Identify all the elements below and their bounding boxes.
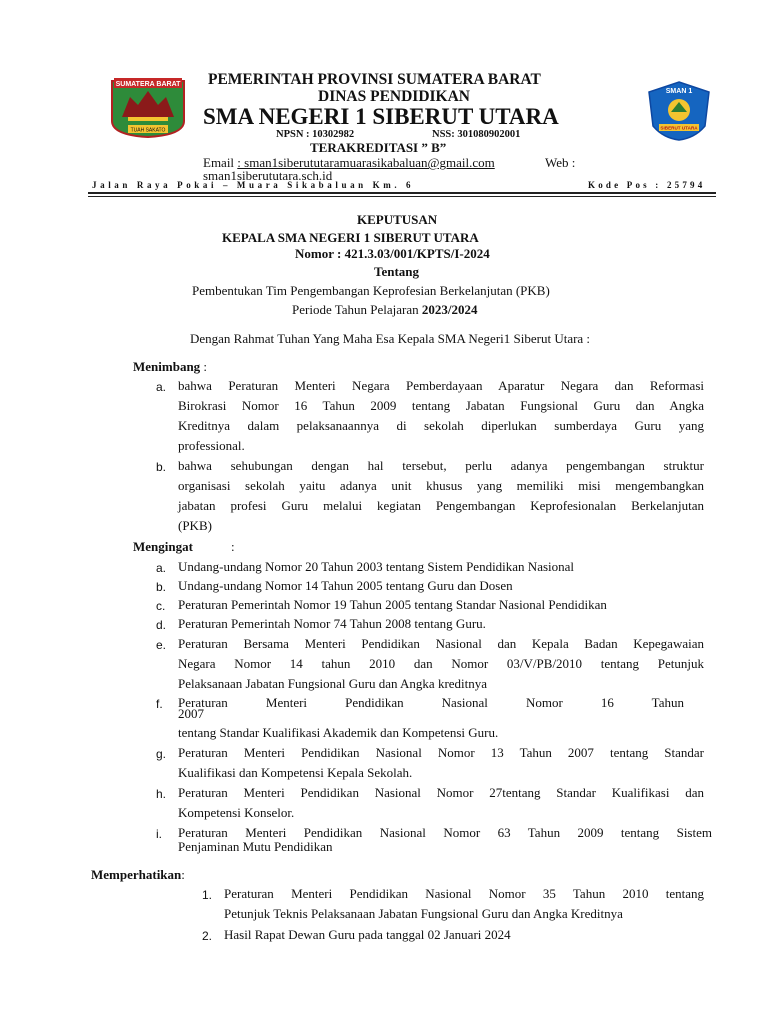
item-label: g.	[156, 747, 167, 761]
tentang: Tentang	[374, 264, 420, 279]
menimbang-colon: :	[200, 359, 208, 374]
memperhatikan-heading	[91, 867, 185, 883]
mengingat-f-line: tentang Standar Kualifikasi Akademik dan Kompetensi Guru.	[178, 725, 499, 740]
item-label: b.	[156, 460, 167, 474]
mengingat-heading: Mengingat	[133, 539, 193, 554]
dept-line: DINAS PENDIDIKAN	[318, 88, 471, 105]
kepala-line: KEPALA SMA NEGERI 1 SIBERUT UTARA	[222, 230, 479, 245]
address: Jalan Raya Pokai – Muara Sikabaluan Km. 6	[92, 180, 415, 190]
mengingat-e-line: Pelaksanaan Jabatan Fungsional Guru dan Angka kreditnya	[178, 676, 488, 691]
school-logo	[645, 80, 713, 142]
nss: NSS: 301080902001	[432, 129, 521, 140]
svg-text:SUMATERA BARAT: SUMATERA BARAT	[115, 81, 181, 88]
item-label: a.	[156, 561, 167, 575]
item-label: i.	[156, 827, 162, 841]
memperhatikan-title: Memperhatikan	[91, 867, 182, 882]
mengingat-f-line: 2007	[178, 706, 204, 721]
item-label: 2.	[202, 929, 213, 943]
item-label: b.	[156, 580, 167, 594]
svg-text:SMAN 1: SMAN 1	[665, 88, 693, 95]
subject: Pembentukan Tim Pengembangan Keprofesian Berkelanjutan (PKB)	[192, 283, 550, 298]
mengingat-g-line: Kualifikasi dan Kompetensi Kepala Sekolah.	[178, 765, 413, 780]
menimbang-b-line: jabatan profesi Guru melalui kegiatan Pengembangan Keprofesionalan Berkelanjutan	[178, 498, 704, 513]
menimbang-b-line: organisasi sekolah yaitu adanya unit khusus yang memiliki misi mengembangkan	[178, 478, 704, 493]
memperhatikan-colon: :	[181, 867, 185, 882]
memperhatikan-1-line: Peraturan Menteri Pendidikan Nasional Nomor 35 Tahun 2010 tentang	[224, 886, 704, 901]
svg-text:TUAH SAKATO: TUAH SAKATO	[130, 127, 166, 134]
web-label: Web :	[545, 155, 576, 170]
item-label: f.	[156, 697, 163, 711]
mengingat-i-line: Penjaminan Mutu Pendidikan	[178, 839, 333, 854]
mengingat-h-line: Kompetensi Konselor.	[178, 805, 295, 820]
west-sumatra-province-logo	[108, 75, 188, 139]
mengingat-g-line: Peraturan Menteri Pendidikan Nasional Nomor 13 Tahun 2007 tentang Standar	[178, 745, 704, 760]
memperhatikan-2: Hasil Rapat Dewan Guru pada tanggal 02 Januari 2024	[224, 927, 511, 942]
menimbang-title: Menimbang	[133, 359, 201, 374]
decree-number: Nomor : 421.3.03/001/KPTS/I-2024	[295, 246, 490, 261]
periode	[292, 302, 478, 318]
item-label: 1.	[202, 888, 213, 902]
gov-line: PEMERINTAH PROVINSI SUMATERA BARAT	[208, 71, 541, 88]
mengingat-e-line: Peraturan Bersama Menteri Pendidikan Nasional dan Kepala Badan Kepegawaian	[178, 636, 704, 651]
menimbang-b-line: (PKB)	[178, 518, 212, 533]
mengingat-f-line: Peraturan Menteri Pendidikan Nasional Nomor 16 Tahun	[178, 695, 684, 710]
mengingat-h-line: Peraturan Menteri Pendidikan Nasional Nomor 27tentang Standar Kualifikasi dan	[178, 785, 704, 800]
mengingat-c: Peraturan Pemerintah Nomor 19 Tahun 2005 tentang Standar Nasional Pendidikan	[178, 597, 607, 612]
header-rule-thin	[88, 196, 716, 197]
mengingat-e-line: Negara Nomor 14 tahun 2010 dan Nomor 03/V/PB/2010 tentang Petunjuk	[178, 656, 704, 671]
web-link[interactable]: sman1siberututara.sch.id	[203, 168, 333, 183]
menimbang-b-line: bahwa sehubungan dengan hal tersebut, perlu adanya pengembangan struktur	[178, 458, 704, 473]
email-label: Email	[203, 155, 238, 170]
menimbang-a-line: professional.	[178, 438, 245, 453]
mengingat-colon: :	[231, 539, 235, 554]
email-link[interactable]: : sman1siberututaramuarasikabaluan@gmail.com	[237, 155, 495, 170]
postcode: Kode Pos : 25794	[588, 180, 706, 190]
header-rule-thick	[88, 192, 716, 194]
mengingat-b: Undang-undang Nomor 14 Tahun 2005 tentang Guru dan Dosen	[178, 578, 513, 593]
mengingat-d: Peraturan Pemerintah Nomor 74 Tahun 2008 tentang Guru.	[178, 616, 486, 631]
item-label: a.	[156, 380, 167, 394]
menimbang-heading	[133, 359, 207, 375]
periode-prefix: Periode Tahun Pelajaran	[292, 302, 422, 317]
rahmat-line: Dengan Rahmat Tuhan Yang Maha Esa Kepala SMA Negeri1 Siberut Utara :	[190, 331, 591, 346]
item-label: c.	[156, 599, 166, 613]
menimbang-a-line: Birokrasi Nomor 16 Tahun 2009 tentang Jabatan Fungsional Guru dan Angka	[178, 398, 704, 413]
menimbang-a-line: Kreditnya dalam pelaksanaannya di sekolah diperlukan sumberdaya Guru yang	[178, 418, 704, 433]
keputusan: KEPUTUSAN	[357, 212, 438, 227]
periode-year: 2023/2024	[421, 302, 478, 317]
npsn: NPSN : 10302982	[276, 129, 355, 140]
item-label: e.	[156, 638, 167, 652]
menimbang-a-line: bahwa Peraturan Menteri Negara Pemberdayaan Aparatur Negara dan Reformasi	[178, 378, 704, 393]
accreditation: TERAKREDITASI ” B”	[310, 140, 447, 155]
item-label: h.	[156, 787, 167, 801]
memperhatikan-1-line: Petunjuk Teknis Pelaksanaan Jabatan Fungsional Guru dan Angka Kreditnya	[224, 906, 623, 921]
svg-text:SIBERUT UTARA: SIBERUT UTARA	[660, 125, 698, 131]
mengingat-i-line: Peraturan Menteri Pendidikan Nasional Nomor 63 Tahun 2009 tentang Sistem	[178, 825, 712, 840]
school-name: SMA NEGERI 1 SIBERUT UTARA	[203, 104, 559, 129]
mengingat-a: Undang-undang Nomor 20 Tahun 2003 tentang Sistem Pendidikan Nasional	[178, 559, 575, 574]
item-label: d.	[156, 618, 167, 632]
